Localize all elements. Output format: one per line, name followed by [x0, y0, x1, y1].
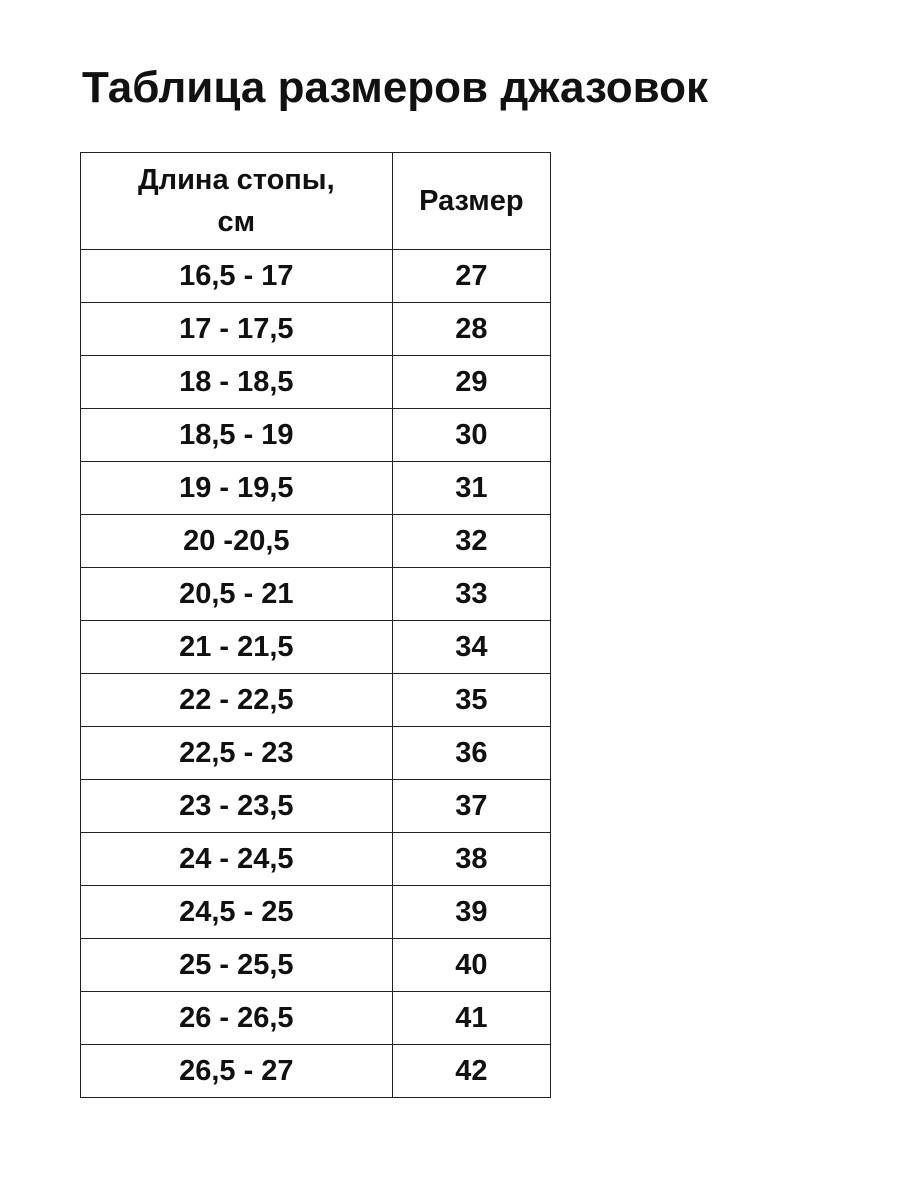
table-row [81, 992, 551, 1045]
foot-length-cell: 21 - 21,5 [81, 621, 393, 674]
table-row [81, 409, 551, 462]
header-foot-length-line2: см [217, 206, 256, 238]
size-cell: 27 [392, 250, 550, 303]
foot-length-cell: 22,5 - 23 [81, 727, 393, 780]
foot-length-cell: 19 - 19,5 [81, 462, 393, 515]
size-table [80, 152, 551, 1098]
size-cell: 38 [392, 833, 550, 886]
size-cell: 35 [392, 674, 550, 727]
table-row [81, 303, 551, 356]
foot-length-cell: 20,5 - 21 [81, 568, 393, 621]
foot-length-cell: 22 - 22,5 [81, 674, 393, 727]
table-row [81, 833, 551, 886]
table-row [81, 462, 551, 515]
foot-length-cell: 18,5 - 19 [81, 409, 393, 462]
table-row [81, 356, 551, 409]
foot-length-cell: 24 - 24,5 [81, 833, 393, 886]
page-title: Таблица размеров джазовок [82, 63, 709, 112]
foot-length-cell: 17 - 17,5 [81, 303, 393, 356]
size-cell: 40 [392, 939, 550, 992]
size-cell: 29 [392, 356, 550, 409]
table-row [81, 674, 551, 727]
table-row [81, 727, 551, 780]
foot-length-cell: 20 -20,5 [81, 515, 393, 568]
foot-length-cell: 23 - 23,5 [81, 780, 393, 833]
foot-length-cell: 25 - 25,5 [81, 939, 393, 992]
foot-length-cell: 18 - 18,5 [81, 356, 393, 409]
size-cell: 34 [392, 621, 550, 674]
size-cell: 33 [392, 568, 550, 621]
foot-length-cell: 16,5 - 17 [81, 250, 393, 303]
header-size: Размер [392, 153, 550, 250]
table-row [81, 621, 551, 674]
size-cell: 28 [392, 303, 550, 356]
size-cell: 42 [392, 1045, 550, 1098]
table-row [81, 568, 551, 621]
header-foot-length [81, 153, 393, 250]
header-foot-length-line1: Длина стопы, [138, 164, 335, 196]
table-row [81, 250, 551, 303]
size-cell: 32 [392, 515, 550, 568]
foot-length-cell: 26,5 - 27 [81, 1045, 393, 1098]
foot-length-cell: 24,5 - 25 [81, 886, 393, 939]
size-cell: 30 [392, 409, 550, 462]
table-row [81, 1045, 551, 1098]
size-cell: 36 [392, 727, 550, 780]
table-row [81, 886, 551, 939]
size-cell: 31 [392, 462, 550, 515]
table-row [81, 515, 551, 568]
size-cell: 37 [392, 780, 550, 833]
size-cell: 39 [392, 886, 550, 939]
table-row [81, 780, 551, 833]
foot-length-cell: 26 - 26,5 [81, 992, 393, 1045]
size-cell: 41 [392, 992, 550, 1045]
table-row [81, 939, 551, 992]
table-header-row [81, 153, 551, 250]
